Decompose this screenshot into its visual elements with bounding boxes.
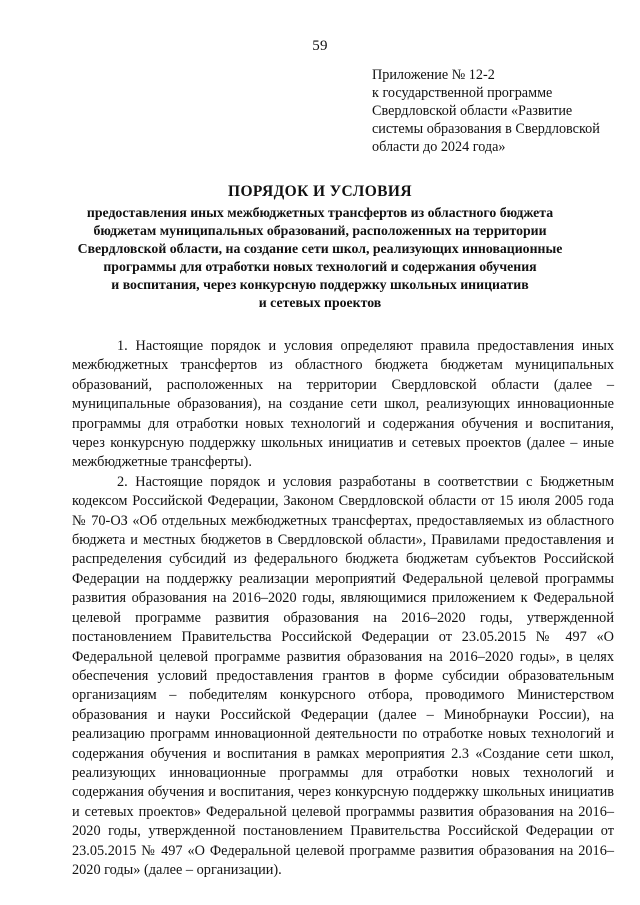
appendix-line: системы образования в Свердловской (372, 121, 600, 137)
subtitle-line: и сетевых проектов (258, 295, 382, 310)
document-body (72, 337, 614, 880)
subtitle-line: предоставления иных межбюджетных трансфертов из областного бюджета (86, 205, 554, 220)
paragraph-2: 2. Настоящие порядок и условия разработаны в соответствии с Бюджетным кодексом Российской Федерации, Законом Свердловской области от 15 июля 2005 года № 70-ОЗ «Об отдельных межбюджетных трансфертах, предоставляемых из областного бюджета и местных бюджетов в Свердловской области», Правилами предоставления и распределения субсидий из федерального бюджета бюджетам субъектов Российской Федерации на поддержку реализации мероприятий Федеральной целевой программы развития образования на 2016–2020 годы, являющимися приложением к Федеральной целевой программе развития образования на 2016–2020 годы, утвержденной постановлением Правительства Российской Федерации от 23.05.2015 № 497 «О Федеральной целевой программе развития образования на 2016–2020 годы», в целях обеспечения условий предоставления грантов в форме субсидии образовательным организациям – победителям конкурсного отбора, проводимого Министерством образования и науки Российской Федерации (далее – Минобрнауки России), на реализацию программ инновационной деятельности по отработке новых технологий и содержания обучения и воспитания в рамках мероприятия 2.3 «Создание сети школ, реализующих инновационные программы для отработки новых технологий и содержания обучения и воспитания, через конкурсную поддержку школьных инициатив и сетевых проектов» Федеральной целевой программы развития образования на 2016–2020 годы, утвержденной постановлением Правительства Российской Федерации от 23.05.2015 № 497 «О Федеральной целевой программе развития образования на 2016–2020 годы» (далее – организации). (72, 473, 614, 878)
subtitle-line: бюджетам муниципальных образований, расположенных на территории (93, 223, 547, 238)
subtitle-line: и воспитания, через конкурсную поддержку школьных инициатив (111, 277, 529, 292)
appendix-line: области до 2024 года» (372, 139, 506, 155)
appendix-line: Свердловской области «Развитие (372, 103, 573, 119)
subtitle-line: Свердловской области, на создание сети школ, реализующих инновационные (77, 241, 563, 256)
document-subtitle (70, 204, 570, 312)
appendix-line: к государственной программе (372, 85, 553, 101)
appendix-note (372, 66, 622, 156)
page-number: 59 (312, 38, 328, 54)
paragraph-1: 1. Настоящие порядок и условия определяют правила предоставления иных межбюджетных трансфертов из областного бюджета бюджетам муниципальных образований, расположенных на территории Свердловской области (далее – муниципальные образования), на создание сети школ, реализующих инновационные программы для отработки новых технологий и содержания обучения и воспитания, через конкурсную поддержку школьных инициатив и сетевых проектов (далее – иные межбюджетные трансферты). (72, 338, 614, 471)
document-title: ПОРЯДОК И УСЛОВИЯ (228, 183, 412, 200)
subtitle-line: программы для отработки новых технологий и содержания обучения (103, 259, 537, 274)
appendix-line: Приложение № 12-2 (372, 67, 495, 83)
